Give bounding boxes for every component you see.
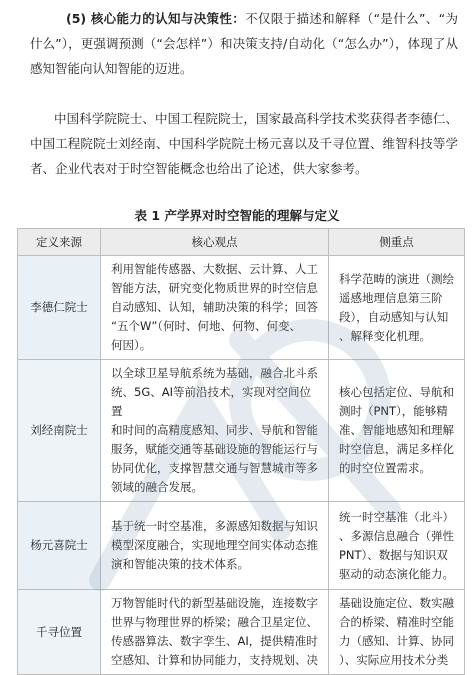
cell-focus-text: 核心包括定位、导航和 测时（PNT），能够精 准、智能地感知和理解 时空信息，满足多样化 的时空位置需求。 <box>339 385 454 475</box>
definition-table <box>17 228 465 675</box>
table-header-row <box>18 229 465 256</box>
paragraph-lead: (5) 核心能力的认知与决策性： <box>66 11 246 26</box>
header-view: 核心观点 <box>101 229 329 256</box>
cell-view <box>101 256 329 360</box>
paragraph-core-capability <box>30 6 458 81</box>
paragraph-body: 不仅限于描述和解释（“是什么”、“为什么”），更强调预测（“会怎样”）和决策支持/自动化（“怎么办”），体现了从感知智能向认知智能的迈进。 <box>30 11 458 76</box>
header-source: 定义来源 <box>18 229 101 256</box>
cell-source: 杨元喜院士 <box>18 502 101 590</box>
cell-view-text: 以全球卫星导航系统为基础，融合北斗系 统、5G、AI等前沿技术，实现对空间位置 和时间的高精度感知、同步、导航和智能 服务，赋能交通等基础设施的智能运行与 协同优化，支撑智慧交通与智慧城市等多 领域的融合发展。 <box>111 366 318 494</box>
cell-view-text: 基于统一时空基准，多源感知数据与知识 模型深度融合，实现地理空间实体动态推 演和智能决策的技术体系。 <box>111 519 318 571</box>
cell-focus-text: 科学范畴的演进（测绘 遥感地理信息第三阶 段），自动感知与认知 、解释变化机理。 <box>339 271 454 343</box>
cell-source: 刘经南院士 <box>18 360 101 502</box>
cell-focus <box>329 360 465 502</box>
cell-view <box>101 590 329 675</box>
cell-source: 千寻位置 <box>18 590 101 675</box>
cell-focus <box>329 590 465 675</box>
cell-view <box>101 502 329 590</box>
cell-view-text: 利用智能传感器、大数据、云计算、人工 智能方法，研究变化物质世界的时空信息 自动感知、认知，辅助决策的科学；回答 “五个W”（何时、何地、何物、何变、 何因）。 <box>111 262 318 352</box>
table-row <box>18 590 465 675</box>
table-row <box>18 256 465 360</box>
cell-focus-text: 统一时空基准（北斗） 、多源信息融合（弹性 PNT）、数据与知识双 驱动的动态演化能力。 <box>339 509 454 581</box>
cell-focus <box>329 502 465 590</box>
cell-focus-text: 基础设施定位、数实融 合的桥梁、精准时空能 力（感知、计算、协同 ）、实际应用技术分类 <box>339 596 454 667</box>
table-caption: 表 1 产学界对时空智能的理解与定义 <box>134 208 340 223</box>
cell-view <box>101 360 329 502</box>
cell-focus <box>329 256 465 360</box>
header-focus: 侧重点 <box>329 229 465 256</box>
table-row <box>18 360 465 502</box>
cell-view-text: 万物智能时代的新型基础设施，连接数字 世界与物理世界的桥梁；融合卫星定位、 传感器算法、数字孪生、AI，提供精准时 空感知、计算和协同能力，支持规划、决 <box>111 596 318 667</box>
table-row <box>18 502 465 590</box>
cell-source: 李德仁院士 <box>18 256 101 360</box>
paragraph-experts-intro: 中国科学院院士、中国工程院院士，国家最高科学技术奖获得者李德仁、中国工程院院士刘经南、中国科学院院士杨元喜以及千寻位置、维智科技等学者、企业代表对于时空智能概念也给出了论述，供大家参考。 <box>30 111 458 176</box>
